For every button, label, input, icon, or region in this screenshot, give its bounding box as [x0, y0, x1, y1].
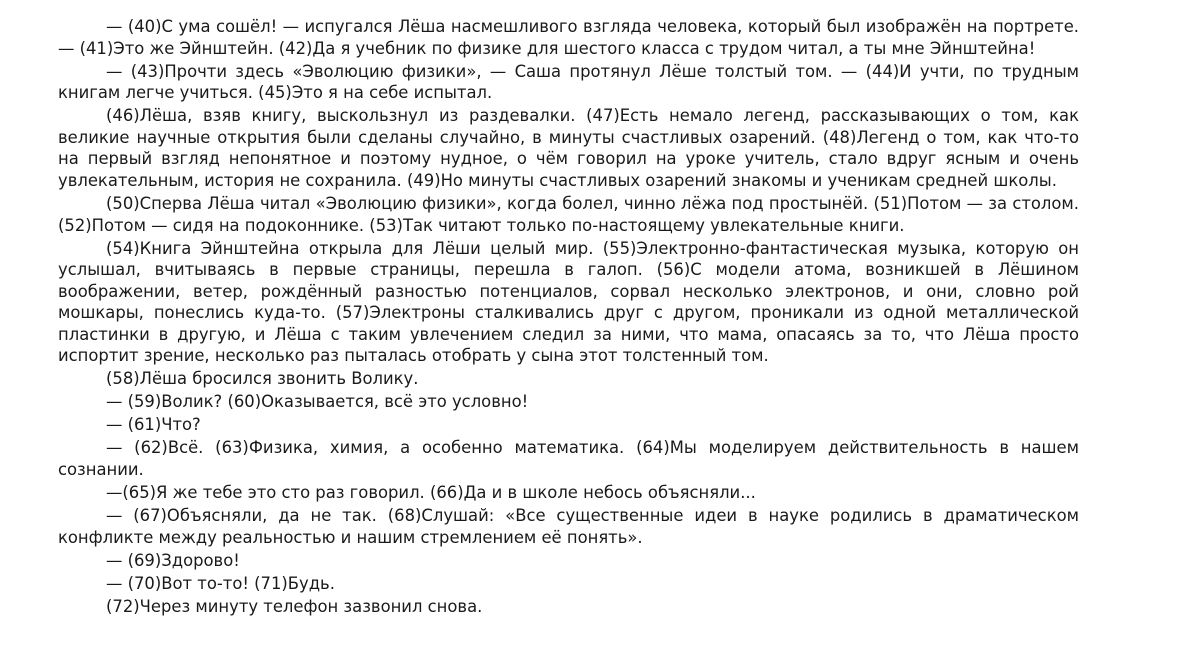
paragraph: — (43)Прочти здесь «Эволюцию физики», — Саша протянул Лёше толстый том. — (44)И учти, по трудным книгам легче учиться. (45)Это я на себе испытал.: [58, 61, 1079, 103]
paragraph: — (59)Волик? (60)Оказывается, всё это условно!: [106, 392, 529, 412]
paragraph: (72)Через минуту телефон зазвонил снова.: [106, 596, 483, 616]
paragraph: (50)Сперва Лёша читал «Эволюцию физики», когда болел, чинно лёжа под простынёй. (51)Потом — за столом. (52)Потом — сидя на подоконнике. (53)Так читают только по-настоящему увлекательные книги.: [58, 193, 1079, 235]
paragraph: — (62)Всё. (63)Физика, химия, а особенно математика. (64)Мы моделируем действительность в нашем сознании.: [58, 438, 1079, 479]
paragraph: (46)Лёша, взяв книгу, выскользнул из раздевалки. (47)Есть немало легенд, рассказывающих о том, как великие научные открытия были сделаны случайно, в минуты счастливых озарений. (48)Легенд о том, как что-то на первый взгляд непонятное и поэтому нудное, о чём говорил на уроке учитель, стало вдруг ясным и очень увлекательным, история не сохранила. (49)Но минуты счастливых озарений знакомы и ученикам средней школы.: [58, 106, 1079, 190]
paragraph: — (69)Здорово!: [106, 550, 240, 570]
paragraph: — (67)Объясняли, да не так. (68)Слушай: «Все существенные идеи в науке родились в драматическом конфликте между реальностью и нашим стремлением её понять».: [58, 505, 1079, 547]
paragraph: — (40)С ума сошёл! — испугался Лёша насмешливого взгляда человека, который был изображён на портрете. — (41)Это же Эйнштейн. (42)Да я учебник по физике для шестого класса с трудом читал, а ты мне Эйнштейна!: [58, 17, 1079, 58]
paragraph: (54)Книга Эйнштейна открыла для Лёши целый мир. (55)Электронно-фантастическая музыка, которую он услышал, вчитываясь в первые страницы, перешла в галоп. (56)С модели атома, возникшей в Лёшином воображении, ветер, рождённый разностью потенциалов, сорвал несколько электронов, и они, словно рой мошкары, понеслись куда-то. (57)Электроны сталкивались друг с другом, проникали из одной металлической пластинки в другую, и Лёша с таким увлечением следил за ними, что мама, опасаясь за то, что Лёша просто испортит зрение, несколько раз пыталась отобрать у сына этот толстенный том.: [58, 238, 1079, 366]
paragraph: —(65)Я же тебе это сто раз говорил. (66)Да и в школе небось объясняли...: [106, 482, 756, 502]
paragraph: — (70)Вот то-то! (71)Будь.: [106, 573, 335, 593]
document-text: [58, 16, 1079, 619]
paragraph: — (61)Что?: [106, 415, 201, 435]
paragraph: (58)Лёша бросился звонить Волику.: [106, 369, 419, 389]
